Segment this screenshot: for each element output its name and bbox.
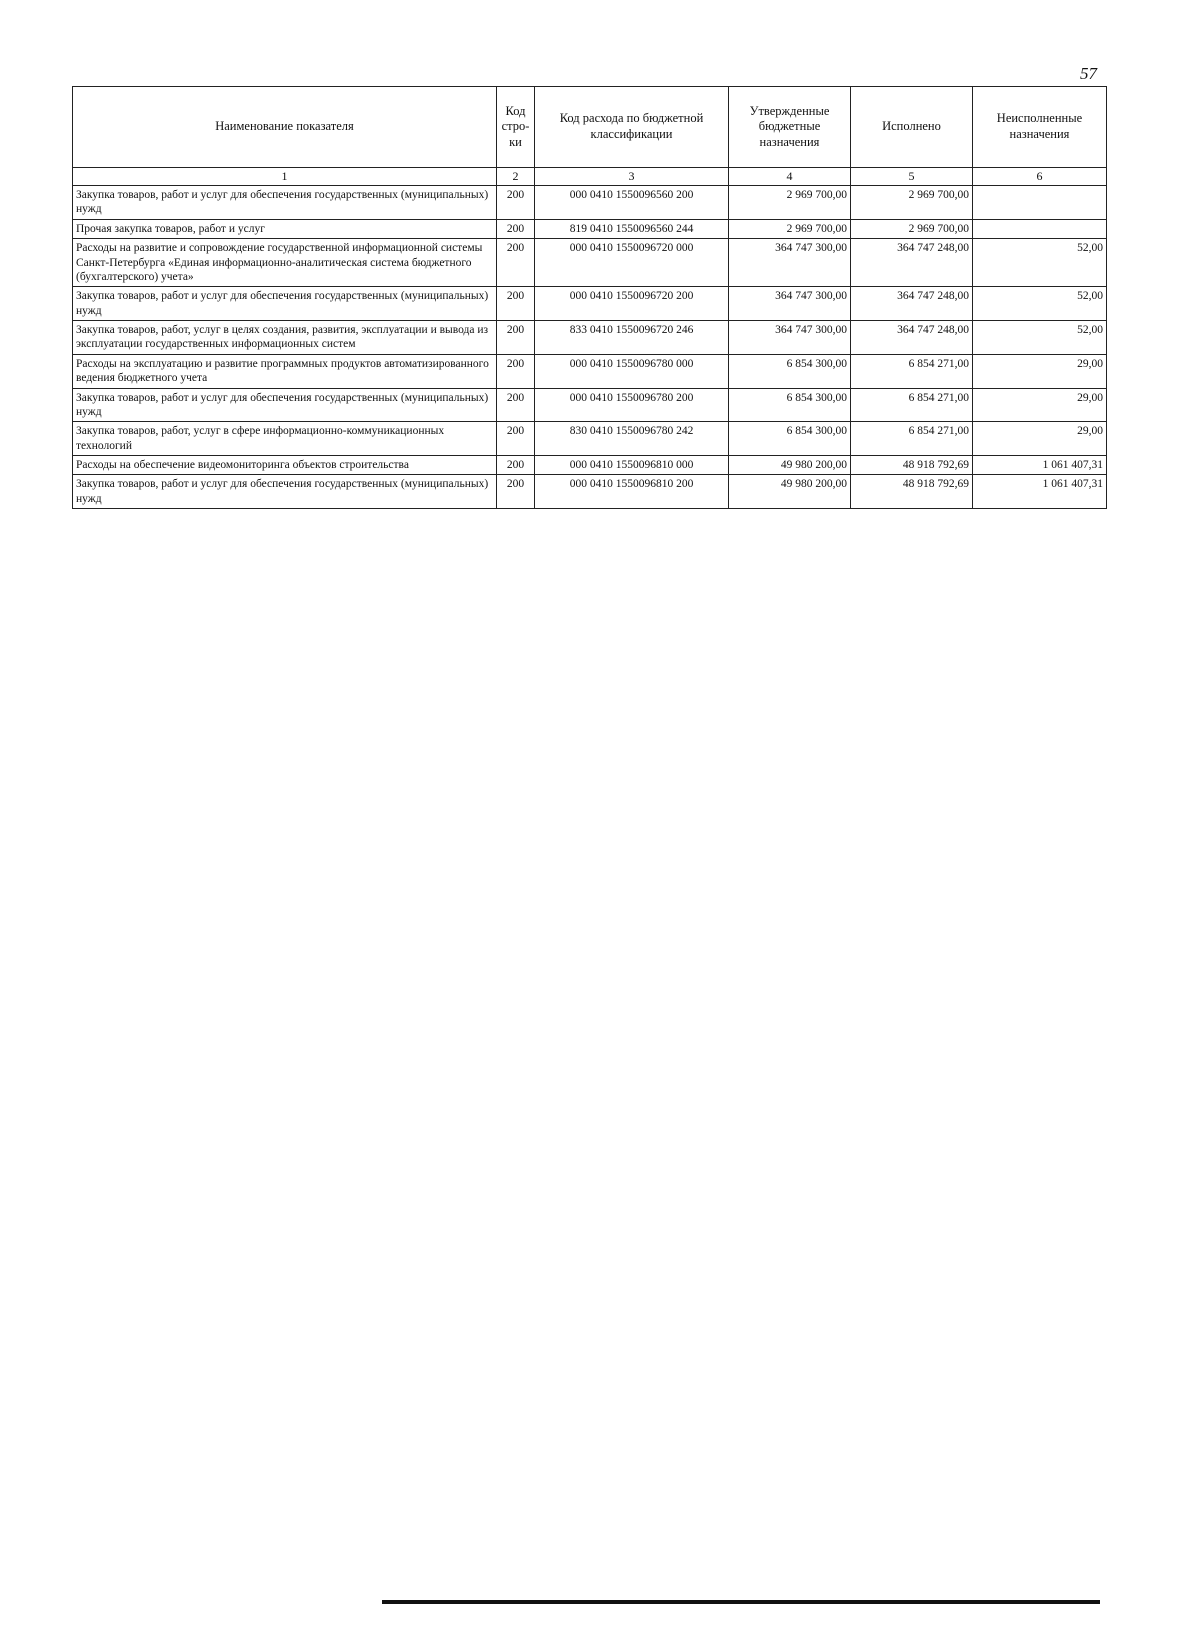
approved-cell: 364 747 300,00 [729, 239, 851, 287]
table-row [73, 354, 1107, 388]
table-row [73, 287, 1107, 321]
column-number: 4 [729, 168, 851, 186]
unexecuted-cell: 29,00 [973, 354, 1107, 388]
indicator-name-cell: Закупка товаров, работ и услуг для обеспечения государственных (муниципальных) нужд [73, 475, 497, 509]
table-row [73, 388, 1107, 422]
header-line-code: Код стро-ки [497, 87, 535, 168]
executed-cell: 48 918 792,69 [851, 475, 973, 509]
indicator-name-cell: Закупка товаров, работ и услуг для обеспечения государственных (муниципальных) нужд [73, 388, 497, 422]
executed-cell: 6 854 271,00 [851, 422, 973, 456]
table-body [73, 186, 1107, 509]
indicator-name-cell: Расходы на эксплуатацию и развитие программных продуктов автоматизированного ведения бюджетного учета [73, 354, 497, 388]
line-code-cell: 200 [497, 475, 535, 509]
unexecuted-cell [973, 219, 1107, 238]
classification-code-cell: 000 0410 1550096780 000 [535, 354, 729, 388]
unexecuted-cell: 52,00 [973, 321, 1107, 355]
approved-cell: 2 969 700,00 [729, 186, 851, 220]
table-row [73, 239, 1107, 287]
line-code-cell: 200 [497, 388, 535, 422]
classification-code-cell: 000 0410 1550096780 200 [535, 388, 729, 422]
column-number: 1 [73, 168, 497, 186]
line-code-cell: 200 [497, 354, 535, 388]
table-row [73, 475, 1107, 509]
line-code-cell: 200 [497, 239, 535, 287]
line-code-cell: 200 [497, 456, 535, 475]
indicator-name-cell: Прочая закупка товаров, работ и услуг [73, 219, 497, 238]
executed-cell: 6 854 271,00 [851, 388, 973, 422]
header-indicator-name: Наименование показателя [73, 87, 497, 168]
approved-cell: 364 747 300,00 [729, 321, 851, 355]
indicator-name-cell: Закупка товаров, работ и услуг для обеспечения государственных (муниципальных) нужд [73, 186, 497, 220]
unexecuted-cell [973, 186, 1107, 220]
header-unexecuted-assignments: Неисполненные назначения [973, 87, 1107, 168]
unexecuted-cell: 29,00 [973, 388, 1107, 422]
header-executed: Исполнено [851, 87, 973, 168]
classification-code-cell: 000 0410 1550096560 200 [535, 186, 729, 220]
line-code-cell: 200 [497, 321, 535, 355]
column-number-row [73, 168, 1107, 186]
header-approved-assignments: Утвержденные бюджетные назначения [729, 87, 851, 168]
unexecuted-cell: 1 061 407,31 [973, 456, 1107, 475]
classification-code-cell: 000 0410 1550096810 200 [535, 475, 729, 509]
executed-cell: 48 918 792,69 [851, 456, 973, 475]
executed-cell: 2 969 700,00 [851, 219, 973, 238]
approved-cell: 364 747 300,00 [729, 287, 851, 321]
header-row [73, 87, 1107, 168]
table-row [73, 422, 1107, 456]
column-number: 2 [497, 168, 535, 186]
column-number: 5 [851, 168, 973, 186]
executed-cell: 6 854 271,00 [851, 354, 973, 388]
budget-execution-table [72, 86, 1107, 509]
unexecuted-cell: 52,00 [973, 239, 1107, 287]
approved-cell: 49 980 200,00 [729, 456, 851, 475]
line-code-cell: 200 [497, 186, 535, 220]
page-number: 57 [1080, 64, 1097, 83]
executed-cell: 2 969 700,00 [851, 186, 973, 220]
header-budget-classification-code: Код расхода по бюджетной классификации [535, 87, 729, 168]
classification-code-cell: 830 0410 1550096780 242 [535, 422, 729, 456]
approved-cell: 6 854 300,00 [729, 388, 851, 422]
approved-cell: 6 854 300,00 [729, 422, 851, 456]
column-number: 6 [973, 168, 1107, 186]
approved-cell: 2 969 700,00 [729, 219, 851, 238]
scan-bottom-bar [382, 1600, 1100, 1604]
line-code-cell: 200 [497, 219, 535, 238]
executed-cell: 364 747 248,00 [851, 287, 973, 321]
executed-cell: 364 747 248,00 [851, 239, 973, 287]
indicator-name-cell: Закупка товаров, работ и услуг для обеспечения государственных (муниципальных) нужд [73, 287, 497, 321]
indicator-name-cell: Расходы на обеспечение видеомониторинга объектов строительства [73, 456, 497, 475]
classification-code-cell: 000 0410 1550096720 000 [535, 239, 729, 287]
unexecuted-cell: 1 061 407,31 [973, 475, 1107, 509]
classification-code-cell: 000 0410 1550096810 000 [535, 456, 729, 475]
approved-cell: 6 854 300,00 [729, 354, 851, 388]
line-code-cell: 200 [497, 422, 535, 456]
unexecuted-cell: 29,00 [973, 422, 1107, 456]
indicator-name-cell: Закупка товаров, работ, услуг в целях создания, развития, эксплуатации и вывода из эксплуатации государственных информационных систем [73, 321, 497, 355]
table-row [73, 186, 1107, 220]
indicator-name-cell: Закупка товаров, работ, услуг в сфере информационно-коммуникационных технологий [73, 422, 497, 456]
classification-code-cell: 000 0410 1550096720 200 [535, 287, 729, 321]
approved-cell: 49 980 200,00 [729, 475, 851, 509]
table-row [73, 321, 1107, 355]
table-row [73, 219, 1107, 238]
unexecuted-cell: 52,00 [973, 287, 1107, 321]
classification-code-cell: 833 0410 1550096720 246 [535, 321, 729, 355]
table-row [73, 456, 1107, 475]
executed-cell: 364 747 248,00 [851, 321, 973, 355]
classification-code-cell: 819 0410 1550096560 244 [535, 219, 729, 238]
column-number: 3 [535, 168, 729, 186]
line-code-cell: 200 [497, 287, 535, 321]
indicator-name-cell: Расходы на развитие и сопровождение государственной информационной системы Санкт-Петербурга «Единая информационно-аналитическая система бюджетного (бухгалтерского) учета» [73, 239, 497, 287]
